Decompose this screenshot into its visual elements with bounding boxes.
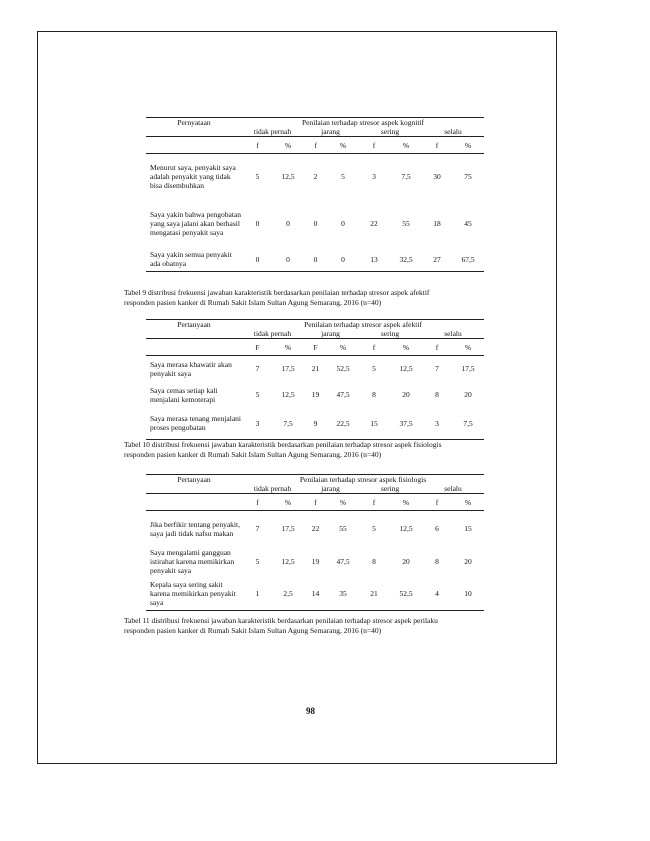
table-row	[146, 154, 484, 200]
value-cell: 27	[422, 248, 452, 272]
category-header: tidak pernah	[242, 329, 303, 339]
group-header: Penilaian terhadap stresor aspek fisiologis	[242, 475, 484, 485]
category-header: tidak pernah	[242, 127, 303, 137]
column-label: f	[242, 137, 273, 154]
statement-cell: Jika berfikir tentang penyakit, saya jadi tidak nafsu makan	[150, 519, 240, 538]
category-header: jarang	[303, 127, 358, 137]
statement-cell: Saya mengalami gangguan istirahat karena memikirkan penyakit saya	[150, 548, 235, 575]
column-label: f	[358, 339, 390, 356]
value-cell: 10	[452, 577, 484, 611]
value-cell: 8	[372, 557, 376, 566]
value-cell: 15	[358, 408, 390, 440]
value-cell: 7,5	[401, 172, 411, 182]
column-label: %	[273, 137, 303, 154]
value-cell: 0	[255, 219, 260, 228]
statement-cell: Saya yakin bahwa pengobatan yang saya jalani akan berhasil mengatasi penyakit saya	[150, 210, 242, 237]
value-cell: 0	[341, 219, 345, 228]
value-cell: 19	[311, 557, 320, 566]
table-affective	[146, 319, 484, 440]
column-header-statement: Pertanyaan	[146, 320, 242, 339]
value-cell: 0	[273, 248, 303, 272]
group-header: Penilaian terhadap stresor aspek afektif	[242, 320, 484, 330]
statement-cell: Saya merasa khawatir akan penyakit saya	[150, 359, 232, 378]
category-header: jarang	[303, 329, 358, 339]
category-header: sering	[358, 329, 422, 339]
statement-cell: Saya cemas setiap kali menjalani kemoterapi	[150, 385, 218, 404]
value-cell: 21	[311, 364, 320, 374]
table-row	[146, 408, 484, 440]
column-label: F	[303, 339, 328, 356]
table-caption: Tabel 10 distribusi frekuensi jawaban karakteristik berdasarkan penilaian terhadap stresor aspek fisiologis responden pasien kanker di Rumah Sakit Islam Sultan Agung Semarang, 2016 (n=40)	[124, 440, 442, 459]
value-cell: 12,5	[281, 390, 295, 399]
table-row	[146, 356, 484, 382]
value-cell: 8	[372, 390, 376, 399]
value-cell: 5	[255, 172, 260, 182]
value-cell: 22	[311, 524, 320, 534]
category-header: sering	[358, 127, 422, 137]
value-cell: 8	[435, 557, 439, 566]
value-cell: 8	[435, 390, 439, 399]
value-cell: 3	[372, 172, 376, 182]
column-label: f	[242, 494, 273, 511]
column-label: f	[303, 494, 328, 511]
value-cell: 17,5	[461, 364, 475, 374]
value-cell: 6	[435, 524, 439, 534]
column-label: %	[452, 339, 484, 356]
value-cell: 5	[255, 390, 260, 399]
table-row	[146, 200, 484, 248]
column-label: %	[328, 137, 358, 154]
column-label: %	[273, 339, 303, 356]
value-cell: 13	[358, 248, 390, 272]
value-cell: 1	[242, 577, 273, 611]
value-cell: 12,5	[399, 364, 413, 374]
value-cell: 5	[255, 557, 260, 566]
value-cell: 2	[313, 172, 318, 182]
column-label: %	[328, 339, 358, 356]
value-cell: 0	[328, 248, 358, 272]
table-cognitive	[146, 117, 484, 272]
value-cell: 12,5	[281, 172, 295, 182]
value-cell: 3	[242, 408, 273, 440]
value-cell: 32,5	[390, 248, 422, 272]
value-cell: 5	[341, 172, 345, 182]
column-label: %	[273, 494, 303, 511]
column-label: %	[390, 137, 422, 154]
value-cell: 7	[255, 524, 260, 534]
value-cell: 12,5	[281, 557, 295, 566]
value-cell: 22,5	[328, 408, 358, 440]
value-cell: 47,5	[336, 557, 350, 566]
value-cell: 0	[286, 219, 290, 228]
value-cell: 0	[242, 248, 273, 272]
value-cell: 30	[433, 172, 441, 182]
column-label: %	[390, 494, 422, 511]
statement-cell: Kepala saya sering sakit karena memikirkan penyakit saya	[146, 577, 242, 611]
value-cell: 19	[311, 390, 320, 399]
column-label: %	[328, 494, 358, 511]
category-header: selalu	[422, 484, 484, 494]
value-cell: 17,5	[281, 364, 295, 374]
category-header: sering	[358, 484, 422, 494]
value-cell: 3	[422, 408, 452, 440]
column-label: %	[452, 137, 484, 154]
value-cell: 75	[464, 172, 472, 182]
value-cell: 12,5	[399, 524, 413, 534]
value-cell: 52,5	[390, 577, 422, 611]
value-cell: 7,5	[452, 408, 484, 440]
value-cell: 37,5	[390, 408, 422, 440]
table-row	[146, 547, 484, 577]
column-label: f	[422, 137, 452, 154]
value-cell: 55	[339, 524, 347, 534]
column-label: f	[358, 137, 390, 154]
statement-cell: Saya yakin semua penyakit ada obatnya	[146, 248, 242, 272]
page-number: 98	[306, 706, 315, 716]
value-cell: 5	[372, 364, 376, 374]
column-label: f	[422, 339, 452, 356]
column-label: %	[452, 494, 484, 511]
statement-cell: Saya merasa tenang menjalani proses pengobatan	[146, 408, 242, 440]
category-header: jarang	[303, 484, 358, 494]
table-caption: Tabel 9 distribusi frekuensi jawaban karakteristik berdasarkan penilaian terhadap stresor aspek afektif responden pasien kanker di Rumah Sakit Islam Sultan Agung Semarang, 2016 (n=40)	[124, 288, 430, 307]
value-cell: 22	[370, 219, 378, 228]
value-cell: 67,5	[452, 248, 484, 272]
value-cell: 20	[402, 557, 410, 566]
table-row	[146, 382, 484, 408]
value-cell: 7,5	[273, 408, 303, 440]
value-cell: 20	[464, 557, 472, 566]
value-cell: 0	[303, 248, 328, 272]
value-cell: 7	[435, 364, 439, 374]
value-cell: 52,5	[336, 364, 350, 374]
category-header: tidak pernah	[242, 484, 303, 494]
value-cell: 35	[328, 577, 358, 611]
column-label: f	[358, 494, 390, 511]
column-label: F	[242, 339, 273, 356]
group-header: Penilaian terhadap stresor aspek kognitif	[242, 118, 484, 128]
value-cell: 0	[313, 219, 318, 228]
value-cell: 21	[358, 577, 390, 611]
value-cell: 20	[464, 390, 472, 399]
column-label: f	[422, 494, 452, 511]
value-cell: 7	[255, 364, 260, 374]
value-cell: 47,5	[336, 390, 350, 399]
value-cell: 55	[402, 219, 410, 228]
value-cell: 20	[402, 390, 410, 399]
table-caption: Tabel 11 distribusi frekuensi jawaban karakteristik berdasarkan penilaian terhadap stresor aspek perilaku responden pasien kanker di Rumah Sakit Islam Sultan Agung Semarang, 2016 (n=40)	[124, 616, 438, 635]
value-cell: 5	[372, 524, 376, 534]
value-cell: 4	[422, 577, 452, 611]
value-cell: 18	[433, 219, 441, 228]
value-cell: 45	[464, 219, 472, 228]
value-cell: 15	[464, 524, 472, 534]
column-header-statement: Pernyataan	[146, 118, 242, 137]
statement-cell: Menurut saya, penyakit saya adalah penyakit yang tidak bisa disembuhkan	[150, 163, 236, 191]
table-row	[146, 511, 484, 547]
column-label: f	[303, 137, 328, 154]
column-header-statement: Pertanyaan	[146, 475, 242, 494]
value-cell: 14	[303, 577, 328, 611]
value-cell: 9	[303, 408, 328, 440]
value-cell: 2,5	[273, 577, 303, 611]
table-physiological	[146, 474, 484, 611]
table-row	[146, 577, 484, 611]
table-row	[146, 248, 484, 272]
value-cell: 17,5	[281, 524, 295, 534]
category-header: selalu	[422, 127, 484, 137]
category-header: selalu	[422, 329, 484, 339]
column-label: %	[390, 339, 422, 356]
